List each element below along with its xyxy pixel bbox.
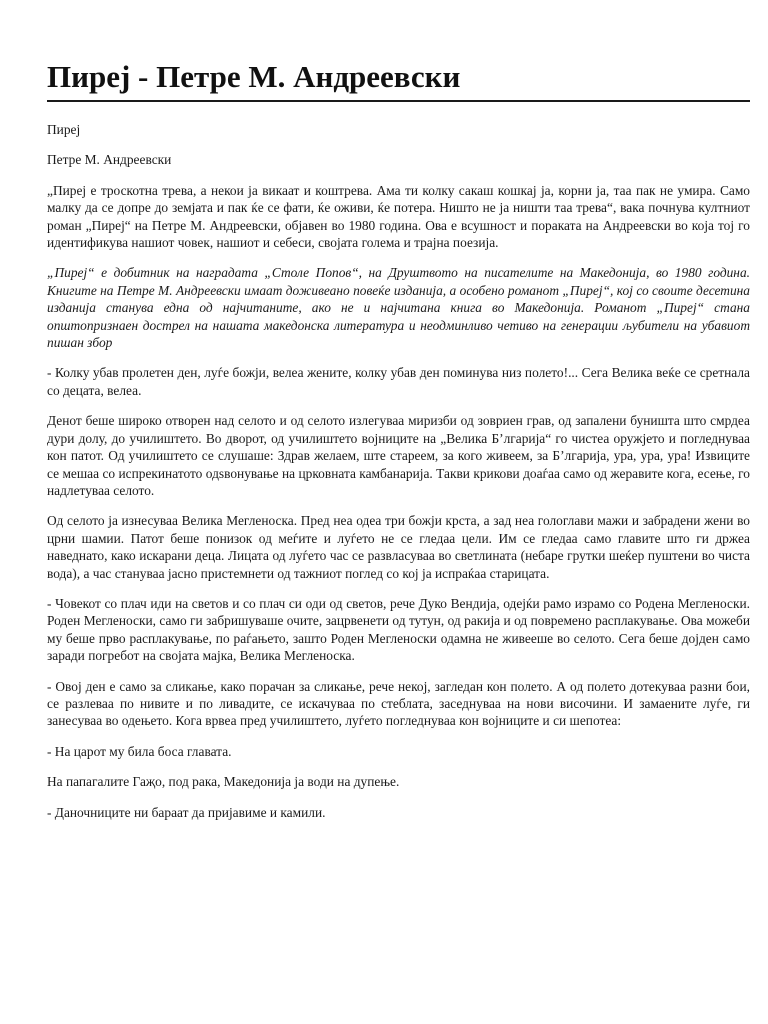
paragraph-colours: - Овој ден е само за сликање, како порачан за сликање, рече некој, загледан кон полето. А од полето дотекуваа разни бои, се разлеваа по нивите и по ливадите, се искачуваа по стеблата, заседнуваа на нови височини. И замаените луѓе, ги занесуваа во одењето. Кога врвеа пред училиштето, луѓето погледнуваа кон војниците и си шепотеа:: [47, 678, 750, 729]
document-title: Пиреј - Петре М. Андреевски: [47, 59, 461, 94]
paragraph-funeral: Од селото ја изнесуваа Велика Мегленоска. Пред неа одеа три божји крста, а зад неа гологлави мажи и забрадени жени во црни шамии. Патот беше понизок од меѓите и луѓето не се гледаа цели. Им се гледаа само главите што ги држеа наведнато, како искарани деца. Лицата од луѓето час се развласуваа во светлината (небаре грутки шеќер пуштени во чиста вода), а час стануваа јасно пристемнети од тажниот поглед со кој ја испраќаа старицата.: [47, 513, 750, 581]
paragraph-tax-collectors: - Даночниците ни бараат да пријавиме и камили.: [47, 804, 326, 820]
paragraph-duko-vendija: - Човекот со плач иди на светов и со плач си оди од светов, рече Дуко Вендија, одејќи рамо израмо со Родена Мегленоски. Роден Мегленоски, само ги забришуваше очите, зацрвенети од тутун, од ракија и од повремено расплакување. Ова можеби му беше прво расплакување, по раѓањето, зашто Роден Мегленоски одамна не живееше во селото. Сега беше дојден само заради погребот на својата мајка, Велика Мегленоска.: [47, 595, 750, 664]
title-divider: [47, 100, 750, 102]
document-page: [47, 58, 750, 834]
paragraph-book-title: Пиреј: [47, 122, 81, 137]
paragraph-spring-day: - Колку убав пролетен ден, луѓе божји, велеа жените, колку убав ден поминува низ полето!... Сега Велика веќе се сретнала со децата, велеа.: [47, 365, 750, 398]
paragraph-parrots: На папагалите Гаҗо, под рака, Македонија ја води на дупење.: [47, 774, 400, 790]
paragraph-author: Петре М. Андреевски: [47, 152, 172, 168]
paragraph-tsar: - На царот му била боса главата.: [47, 743, 232, 759]
paragraph-award: „Пиреј“ е добитник на наградата „Столе Попов“, на Друштвото на писателите на Македонија, во 1980 година. Книгите на Петре М. Андреевски имаат доживеано повеќе изданија, а особено романот „Пиреј“, кој со своите десетина изданија станува една од најчитаните, ако не и најчитана книга во Македонија. Романот „Пиреј“ стана општопризнаен дострел на нашата македонска литература и неодминливо четиво на генерации љубители на убавиот пишан збор: [47, 265, 750, 351]
paragraph-village-day: Денот беше широко отворен над селото и од селото излегуваа миризби од зовриен грав, од запалени буништа што смрдеа дури долу, до училиштето. Во дворот, од училиштето војниците на „Велика Б’лгарија“ го чистеа оружјето и погледнуваа кон патот. Од училиштето се слушаше: Здрав желаем, ште стареем, за кого живеем, за Б’лгарија, ура, ура, ура! Извиците се мешаа со испрекинатото одѕвонување на црковната камбанарија. Такви крикови доаѓаа само од жеравите кога, есење, го надлетуваа селото.: [47, 413, 750, 498]
paragraph-intro: „Пиреј е троскотна трева, а некои ја викаат и коштрева. Ама ти колку сакаш кошкај ја, корни ја, таа пак не умира. Само малку да се допре до земјата и пак ќе се фати, ќе оживи, ќе потера. Ништо не ја ништи таа трева“, вака почнува култниот роман „Пиреј“ на Петре М. Андреевски, објавен во 1980 година. Ова е всушност и пораката на Андреевски во која тој го идентификува нашиот човек, нашиот и себеси, својата голема и трајна поезија.: [47, 182, 750, 251]
